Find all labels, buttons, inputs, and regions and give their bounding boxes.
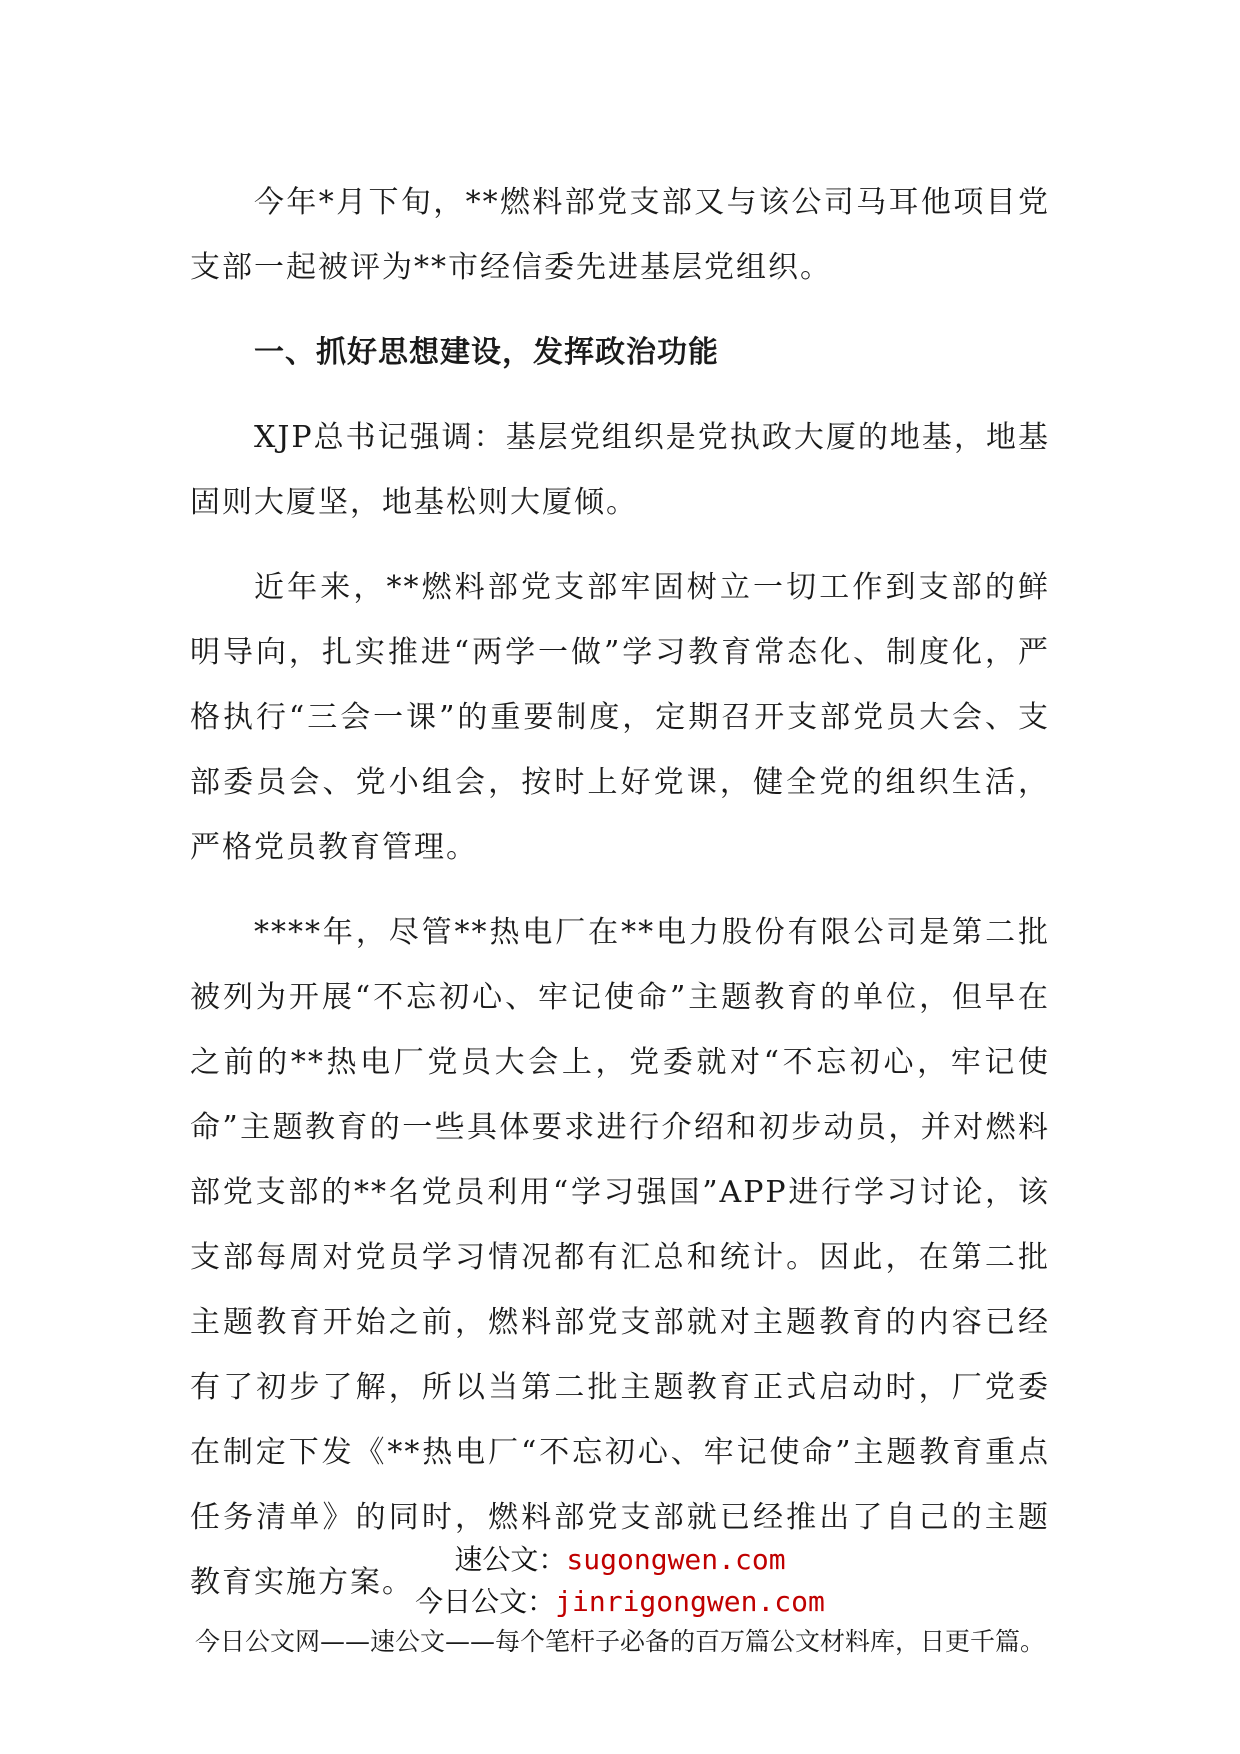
body-paragraph: ****年，尽管**热电厂在**电力股份有限公司是第二批被列为开展“不忘初心、牢记使命”主题教育的单位，但早在之前的**热电厂党员大会上，党委就对“不忘初心，牢记使命”主题教育的一些具体要求进行介绍和初步动员，并对燃料部党支部的**名党员利用“学习强国”APP进行学习讨论，该支部每周对党员学习情况都有汇总和统计。因此，在第二批主题教育开始之前，燃料部党支部就对主题教育的内容已经有了初步了解，所以当第二批主题教育正式启动时，厂党委在制定下发《**热电厂“不忘初心、牢记使命”主题教育重点任务清单》的同时，燃料部党支部就已经推出了自己的主题教育实施方案。: [190, 915, 1050, 1600]
intro-paragraph: 今年*月下旬，**燃料部党支部又与该公司马耳他项目党支部一起被评为**市经信委先进基层党组织。: [190, 185, 1050, 285]
footer-link-sugongwen[interactable]: sugongwen.com: [566, 1543, 786, 1576]
footer-slogan: 今日公文网——速公文——每个笔杆子必备的百万篇公文材料库，日更千篇。: [194, 1627, 1045, 1656]
footer-site-line-2: [0, 1580, 1240, 1620]
section-heading: 一、抓好思想建设，发挥政治功能: [254, 335, 719, 370]
footer-label: 今日公文：: [415, 1585, 556, 1618]
footer-label: 速公文：: [454, 1543, 567, 1576]
body-paragraph: 近年来，**燃料部党支部牢固树立一切工作到支部的鲜明导向，扎实推进“两学一做”学习教育常态化、制度化，严格执行“三会一课”的重要制度，定期召开支部党员大会、支部委员会、党小组会，按时上好党课，健全党的组织生活，严格党员教育管理。: [190, 570, 1050, 865]
body-paragraph: XJP总书记强调：基层党组织是党执政大厦的地基，地基固则大厦坚，地基松则大厦倾。: [190, 420, 1050, 520]
footer-site-line-1: [0, 1538, 1240, 1578]
document-body: [190, 170, 1050, 1635]
footer-link-jinrigongwen[interactable]: jinrigongwen.com: [555, 1585, 825, 1618]
